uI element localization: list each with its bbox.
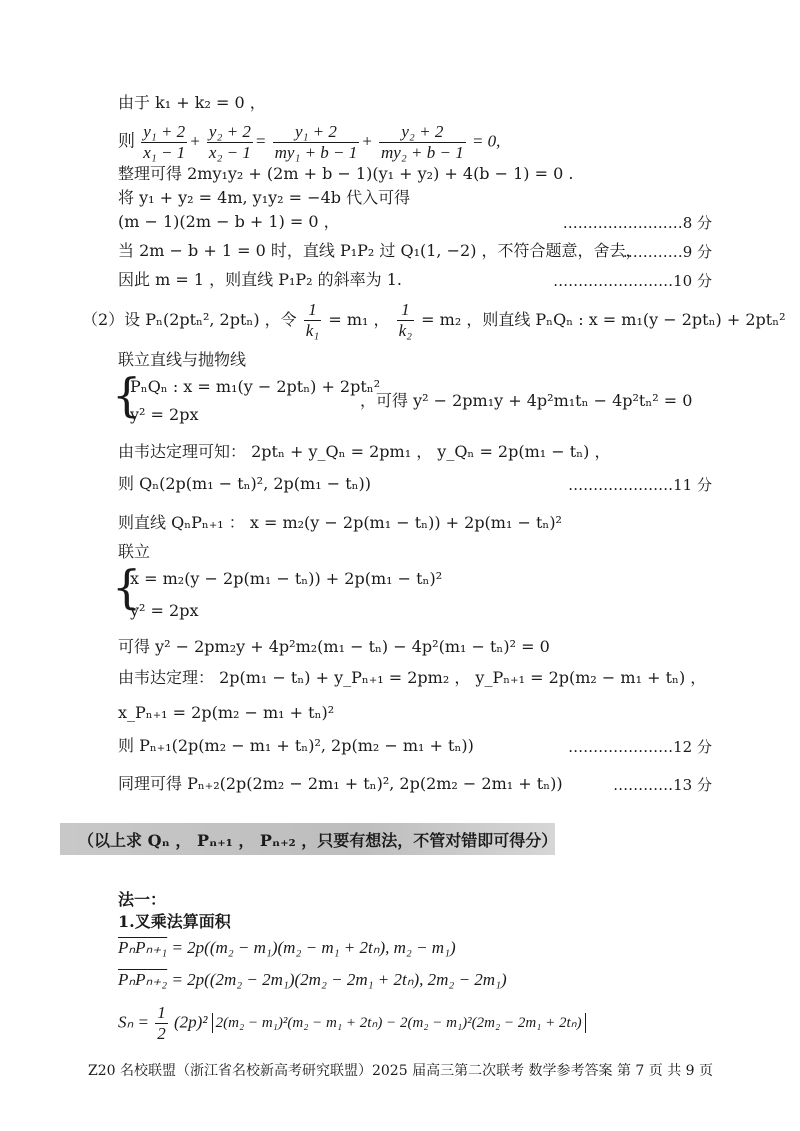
text-segment: = m₂ ，则直线 PₙQₙ : x = m₁(y − 2ptₙ) + 2ptₙ² xyxy=(421,310,786,329)
area-factor: (2p)² xyxy=(174,1012,208,1032)
text-line: 当 2m − b + 1 = 0 时，直线 P₁P₂ 过 Q₁(1, −2) ，不符合题意，舍去， xyxy=(118,241,642,260)
text-line: 由韦达定理可知： 2ptₙ + y_Qₙ = 2pm₁ ， y_Qₙ = 2p(m₁ − tₙ) ， xyxy=(118,442,611,461)
equation-suffix: = 0, xyxy=(471,131,501,151)
page-footer: Z20 名校联盟（浙江省名校新高考研究联盟）2025 届高三第二次联考 数学参考答案 第 7 页 共 9 页 xyxy=(88,1063,714,1079)
vector-equation xyxy=(118,938,456,958)
text-line: 同理可得 Pₙ₊₂(2p(2m₂ − 2m₁ + tₙ)², 2p(2m₂ − 2m₁ + tₙ)) xyxy=(118,774,563,793)
fraction: $\frac{\text{y₁ + 2}}{\text{x₁ − 1}}$ xyxy=(143,122,186,162)
fraction: $\frac{1}{\text{k₂}}$ xyxy=(398,300,413,340)
left-brace: { xyxy=(112,368,142,422)
text-line: 则 Pₙ₊₁(2p(m₂ − m₁ + tₙ)², 2p(m₂ − m₁ + tₙ)) xyxy=(118,736,474,755)
text-line: ，可得 y² − 2pm₁y + 4p²m₁tₙ − 4p²tₙ² = 0 xyxy=(360,391,693,410)
text-line: 由韦达定理： 2p(m₁ − tₙ) + y_Pₙ₊₁ = 2pm₂ ， y_Pₙ₊₁ = 2p(m₂ − m₁ + tₙ) ， xyxy=(118,668,707,687)
text-line: x_Pₙ₊₁ = 2p(m₂ − m₁ + tₙ)² xyxy=(118,703,335,722)
system-equation: PₙQₙ : x = m₁(y − 2ptₙ) + 2ptₙ² xyxy=(130,377,381,396)
equation-line xyxy=(82,300,786,342)
text-prefix: 则 xyxy=(118,131,135,152)
text-line: 联立 xyxy=(118,542,151,561)
vector-value: = 2p((m₂ − m₁)(m₂ − m₁ + 2tₙ), m₂ − m₁) xyxy=(171,938,456,957)
text-line: 可得 y² − 2pm₂y + 4p²m₂(m₁ − tₙ) − 4p²(m₁ − tₙ)² = 0 xyxy=(118,637,550,656)
text-line: (m − 1)(2m − b + 1) = 0 ， xyxy=(118,212,340,231)
system-equation: y² = 2px xyxy=(130,601,199,620)
fraction: $\frac{\text{y₂ + 2}}{\text{my₂ + b − 1}}$ xyxy=(381,122,464,162)
banner-text: （以上求 Qₙ ， Pₙ₊₁ ， Pₙ₊₂ ，只要有想法，不管对错即可得分） xyxy=(78,831,558,850)
method-title: 法一： xyxy=(118,890,167,909)
fraction: $\frac{1}{\text{k₁}}$ xyxy=(305,300,320,340)
text-segment: = m₁ ， xyxy=(328,310,390,329)
vector-symbol: PₙPₙ₊₁ xyxy=(118,938,168,957)
text-line: 将 y₁ + y₂ = 4m, y₁y₂ = −4b 代入可得 xyxy=(118,188,411,207)
text-segment: （2）设 Pₙ(2ptₙ², 2ptₙ) ，令 xyxy=(82,310,297,329)
score-marker: ……………………10 分 xyxy=(553,272,712,290)
score-marker: ……………………8 分 xyxy=(562,214,712,232)
score-marker: …………9 分 xyxy=(622,243,712,261)
text-line: 则 Qₙ(2p(m₁ − tₙ)², 2p(m₁ − tₙ)) xyxy=(118,474,372,493)
score-marker: …………13 分 xyxy=(613,776,712,794)
score-marker: …………………11 分 xyxy=(568,476,712,494)
score-marker: …………………12 分 xyxy=(568,738,712,756)
text-line: 联立直线与抛物线 xyxy=(118,350,247,369)
area-lhs: Sₙ = xyxy=(118,1012,149,1032)
method-subtitle: 1.叉乘法算面积 xyxy=(118,912,231,931)
system-equation: x = m₂(y − 2p(m₁ − tₙ)) + 2p(m₁ − tₙ)² xyxy=(130,569,443,588)
text-line: 因此 m = 1 ，则直线 P₁P₂ 的斜率为 1. xyxy=(118,270,402,289)
fraction: $\frac{\text{y₁ + 2}}{\text{my₁ + b − 1}}$ xyxy=(274,122,358,162)
fraction: $\frac{1}{2}$ xyxy=(157,1003,166,1043)
text-line: 则直线 QₙPₙ₊₁ ： x = m₂(y − 2p(m₁ − tₙ)) + 2p(m₁ − tₙ)² xyxy=(118,513,562,532)
equation-line: 则 $\frac{\text{y₁ + 2}}{\text{x₁ − 1}}$ + $\frac{\text{y₂ + 2}}{\text{x₂ − 1}}$ = $\frac{\text{y₁ + 2}}{\text{my₁ + b − 1}}$ + $\frac{\text{y₂ + 2}}{\text{my₂ + b − 1}}$ = 0, xyxy=(118,122,501,162)
text-line: 由于 k₁ + k₂ = 0 ， xyxy=(118,93,266,112)
system-equation: y² = 2px xyxy=(130,405,199,424)
absolute-value-expression: 2(m₂ − m₁)²(m₂ − m₁ + 2tₙ) − 2(m₂ − m₁)²(2m₂ − 2m₁ + 2tₙ) xyxy=(212,1013,586,1033)
vector-value: = 2p((2m₂ − 2m₁)(2m₂ − 2m₁ + 2tₙ), 2m₂ − 2m₁) xyxy=(171,970,507,989)
fraction: $\frac{\text{y₂ + 2}}{\text{x₂ − 1}}$ xyxy=(208,122,251,162)
left-brace: { xyxy=(112,560,142,614)
area-equation xyxy=(118,1003,586,1045)
vector-equation xyxy=(118,970,507,990)
vector-symbol: PₙPₙ₊₂ xyxy=(118,970,168,989)
text-line: 整理可得 2my₁y₂ + (2m + b − 1)(y₁ + y₂) + 4(b − 1) = 0 . xyxy=(118,164,574,183)
